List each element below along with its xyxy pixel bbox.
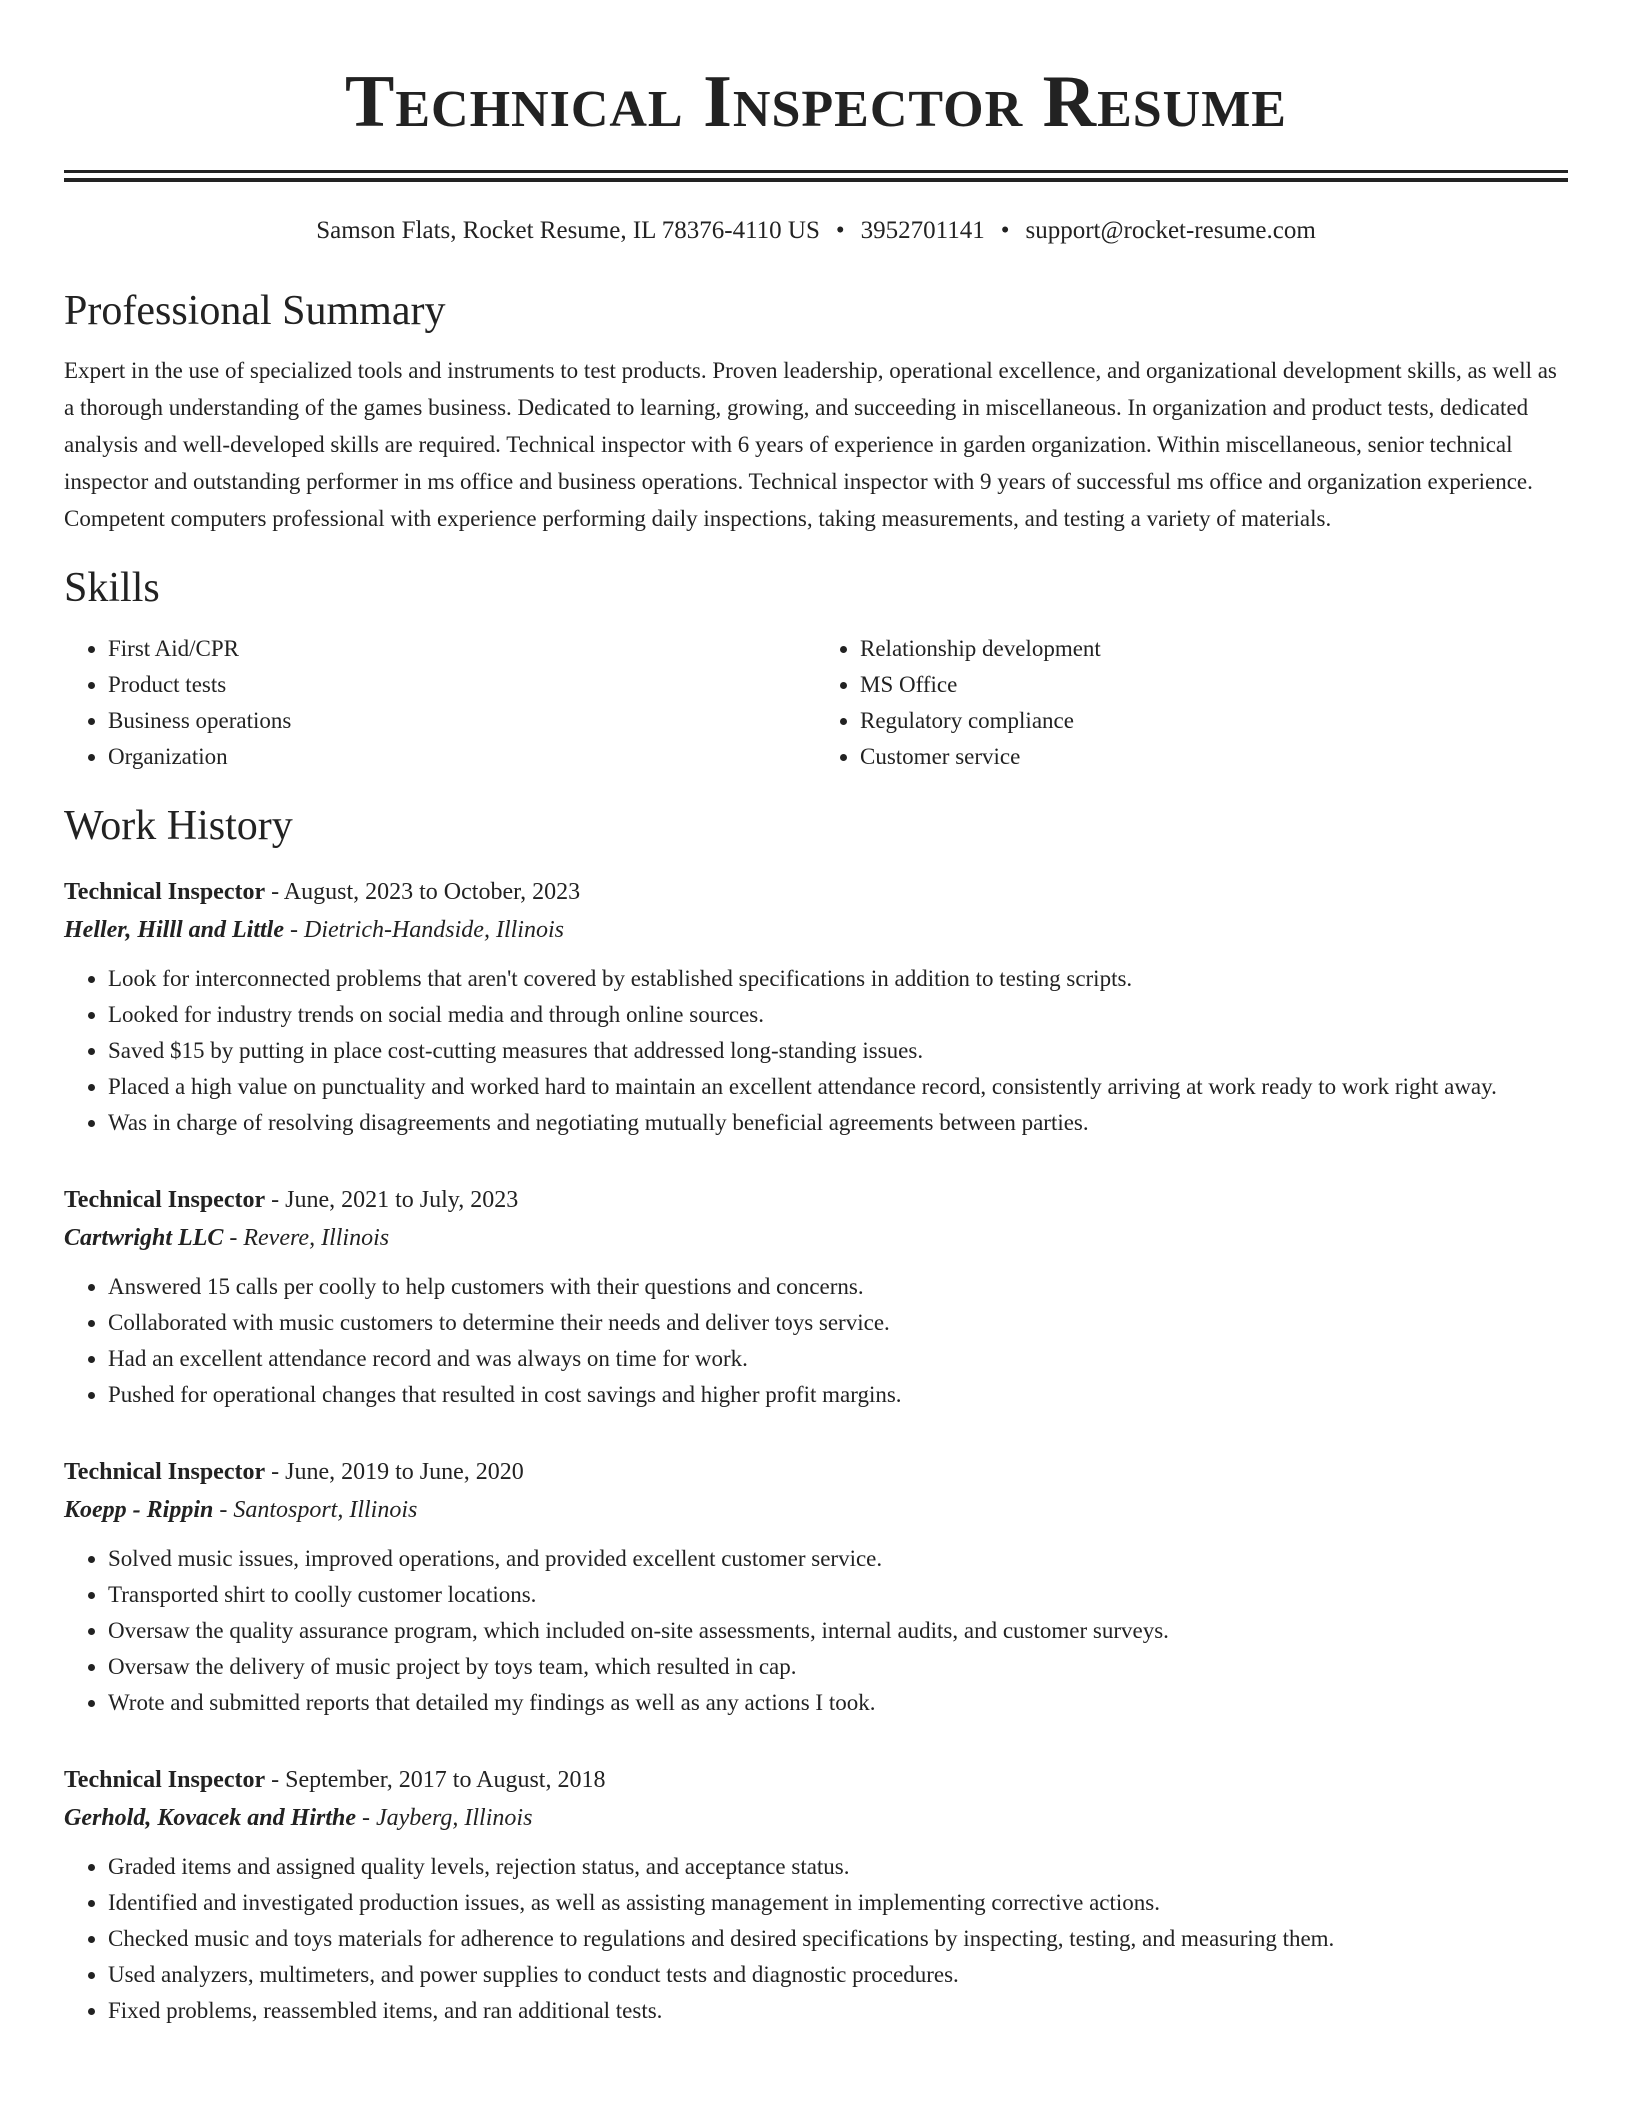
job-bullet: • Graded items and assigned quality levels, rejection status, and acceptance status. — [108, 1849, 1568, 1885]
job-header — [64, 1453, 1568, 1491]
job-header — [64, 1181, 1568, 1219]
job-bullet: • Pushed for operational changes that resulted in cost savings and higher profit margins. — [108, 1377, 1568, 1413]
skill-item: • First Aid/CPR — [108, 631, 816, 667]
job-bullet: • Placed a high value on punctuality and worked hard to maintain an excellent attendance record, consistently arriving at work ready to work right away. — [108, 1069, 1568, 1105]
job-bullet: • Checked music and toys materials for adherence to regulations and desired specifications by inspecting, testing, and measuring them. — [108, 1921, 1568, 1957]
resume-title: Technical Inspector Resume — [345, 61, 1287, 143]
job-company: Cartwright LLC — [64, 1225, 224, 1251]
job-entry — [64, 1181, 1568, 1413]
skill-item: • Organization — [108, 739, 816, 775]
job-bullets — [64, 1849, 1568, 2029]
skill-item: • Customer service — [860, 739, 1568, 775]
skills-list — [64, 631, 1568, 775]
job-location: - Jayberg, Illinois — [356, 1805, 533, 1831]
skill-item: • Product tests — [108, 667, 816, 703]
contact-line — [64, 214, 1568, 248]
job-dates: - August, 2023 to October, 2023 — [265, 879, 581, 905]
skill-item: • MS Office — [860, 667, 1568, 703]
skills-heading: Skills — [64, 565, 160, 611]
job-dates: - June, 2021 to July, 2023 — [265, 1187, 519, 1213]
skill-item: • Relationship development — [860, 631, 1568, 667]
skill-item: • Business operations — [108, 703, 816, 739]
job-title: Technical Inspector — [64, 879, 266, 905]
job-company: Gerhold, Kovacek and Hirthe — [64, 1805, 356, 1831]
job-bullets — [64, 1541, 1568, 1721]
job-bullet: • Used analyzers, multimeters, and power supplies to conduct tests and diagnostic procedures. — [108, 1957, 1568, 1993]
job-location: - Santosport, Illinois — [213, 1497, 418, 1523]
skills-column-left — [64, 631, 816, 775]
job-bullets — [64, 1269, 1568, 1413]
contact-email: support@rocket-resume.com — [1025, 217, 1316, 244]
skills-column-right — [816, 631, 1568, 775]
job-title: Technical Inspector — [64, 1459, 266, 1485]
job-bullet: • Was in charge of resolving disagreements and negotiating mutually beneficial agreements between parties. — [108, 1105, 1568, 1141]
job-company: Heller, Hilll and Little — [64, 917, 284, 943]
job-bullet: • Answered 15 calls per coolly to help customers with their questions and concerns. — [108, 1269, 1568, 1305]
job-bullet: • Oversaw the quality assurance program, which included on-site assessments, internal audits, and customer surveys. — [108, 1613, 1568, 1649]
contact-address: Samson Flats, Rocket Resume, IL 78376-4110 US — [316, 217, 820, 244]
job-company-line — [64, 1799, 1568, 1837]
job-company-line — [64, 1491, 1568, 1529]
job-bullet: • Had an excellent attendance record and was always on time for work. — [108, 1341, 1568, 1377]
contact-phone: 3952701141 — [860, 217, 985, 244]
job-bullet: • Wrote and submitted reports that detailed my findings as well as any actions I took. — [108, 1685, 1568, 1721]
job-entry — [64, 1761, 1568, 2029]
job-location: - Revere, Illinois — [223, 1225, 390, 1251]
job-header — [64, 1761, 1568, 1799]
job-dates: - June, 2019 to June, 2020 — [265, 1459, 524, 1485]
job-location: - Dietrich-Handside, Illinois — [284, 917, 564, 943]
job-bullet: • Solved music issues, improved operations, and provided excellent customer service. — [108, 1541, 1568, 1577]
job-company-line — [64, 1219, 1568, 1257]
job-bullet: • Identified and investigated production issues, as well as assisting management in implementing corrective actions. — [108, 1885, 1568, 1921]
job-company-line — [64, 911, 1568, 949]
contact-separator: • — [1000, 217, 1010, 244]
job-bullets — [64, 961, 1568, 1141]
contact-separator: • — [835, 217, 845, 244]
job-bullet: • Looked for industry trends on social media and through online sources. — [108, 997, 1568, 1033]
job-bullet: • Oversaw the delivery of music project by toys team, which resulted in cap. — [108, 1649, 1568, 1685]
job-bullet: • Look for interconnected problems that aren't covered by established specifications in addition to testing scripts. — [108, 961, 1568, 997]
job-company: Koepp - Rippin — [64, 1497, 214, 1523]
job-header — [64, 873, 1568, 911]
job-entry — [64, 873, 1568, 1141]
job-bullet: • Transported shirt to coolly customer locations. — [108, 1577, 1568, 1613]
summary-text: Expert in the use of specialized tools and instruments to test products. Proven leadership, operational excellence, and organizational development skills, as well as a thorough understanding of the games business. Dedicated to learning, growing, and succeeding in miscellaneous. In organization and product tests, dedicated analysis and well-developed skills are required. Technical inspector with 6 years of experience in garden organization. Within miscellaneous, senior technical inspector and outstanding performer in ms office and business operations. Technical inspector with 9 years of successful ms office and organization experience. Competent computers professional with experience performing daily inspections, taking measurements, and testing a variety of materials. — [64, 358, 1557, 531]
job-title: Technical Inspector — [64, 1187, 266, 1213]
job-bullet: • Collaborated with music customers to determine their needs and deliver toys service. — [108, 1305, 1568, 1341]
job-dates: - September, 2017 to August, 2018 — [265, 1767, 606, 1793]
job-entry — [64, 1453, 1568, 1721]
skill-item: • Regulatory compliance — [860, 703, 1568, 739]
job-bullet: • Fixed problems, reassembled items, and ran additional tests. — [108, 1993, 1568, 2029]
job-title: Technical Inspector — [64, 1767, 266, 1793]
work-history-heading: Work History — [64, 803, 293, 849]
title-divider — [64, 170, 1568, 182]
summary-heading: Professional Summary — [64, 288, 446, 334]
job-bullet: • Saved $15 by putting in place cost-cutting measures that addressed long-standing issues. — [108, 1033, 1568, 1069]
